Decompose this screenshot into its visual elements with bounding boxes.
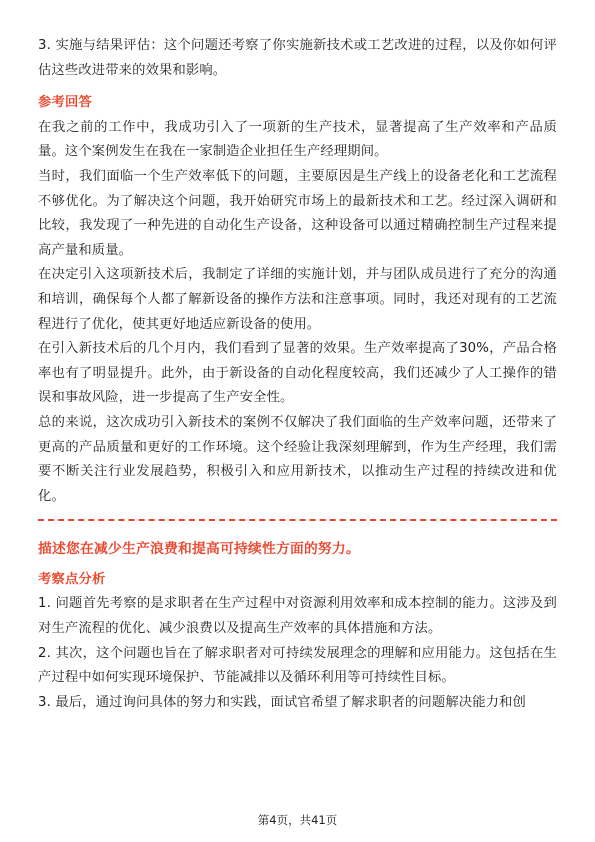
- answer-paragraph-4: 在引入新技术后的几个月内，我们看到了显著的效果。生产效率提高了30%，产品合格率也有了明显提升。此外，由于新设备的自动化程度较高，我们还减少了人工操作的错误和事故风险，进一步提高了生产安全性。: [38, 341, 557, 406]
- reference-answer-heading: 参考回答: [38, 95, 92, 111]
- analysis-heading: 考察点分析: [38, 571, 106, 587]
- question-title: 描述您在减少生产浪费和提高可持续性方面的努力。: [38, 541, 360, 558]
- intro-point-3: 3. 实施与结果评估：这个问题还考察了你实施新技术或工艺改进的过程，以及你如何评估这些改进带来的效果和影响。: [38, 38, 557, 78]
- answer-paragraph-5: 总的来说，这次成功引入新技术的案例不仅解决了我们面临的生产效率问题，还带来了更高的产品质量和更好的工作环境。这个经验让我深刻理解到，作为生产经理，我们需要不断关注行业发展趋势，积极引入和应用新技术，以推动生产过程的持续改进和优化。: [38, 414, 557, 504]
- page-number-footer: 第4页，共41页: [257, 813, 338, 827]
- analysis-point-3: 3. 最后，通过询问具体的努力和实践，面试官希望了解求职者的问题解决能力和创: [38, 694, 527, 710]
- analysis-point-2: 2. 其次，这个问题也旨在了解求职者对可持续发展理念的理解和应用能力。这包括在生产过程中如何实现环境保护、节能减排以及循环利用等可持续性目标。: [38, 645, 557, 686]
- answer-paragraph-3: 在决定引入这项新技术后，我制定了详细的实施计划，并与团队成员进行了充分的沟通和培训，确保每个人都了解新设备的操作方法和注意事项。同时，我还对现有的工艺流程进行了优化，使其更好地适应新设备的使用。: [38, 267, 557, 332]
- section-divider: [38, 519, 557, 521]
- answer-paragraph-2: 当时，我们面临一个生产效率低下的问题，主要原因是生产线上的设备老化和工艺流程不够优化。为了解决这个问题，我开始研究市场上的最新技术和工艺。经过深入调研和比较，我发现了一种先进的自动化生产设备，这种设备可以通过精确控制生产过程来提高产量和质量。: [38, 168, 557, 258]
- analysis-point-1: 1. 问题首先考察的是求职者在生产过程中对资源利用效率和成本控制的能力。这涉及到对生产流程的优化、减少浪费以及提高生产效率的具体措施和方法。: [38, 596, 557, 637]
- answer-paragraph-1: 在我之前的工作中，我成功引入了一项新的生产技术，显著提高了生产效率和产品质量。这个案例发生在我在一家制造企业担任生产经理期间。: [38, 119, 557, 160]
